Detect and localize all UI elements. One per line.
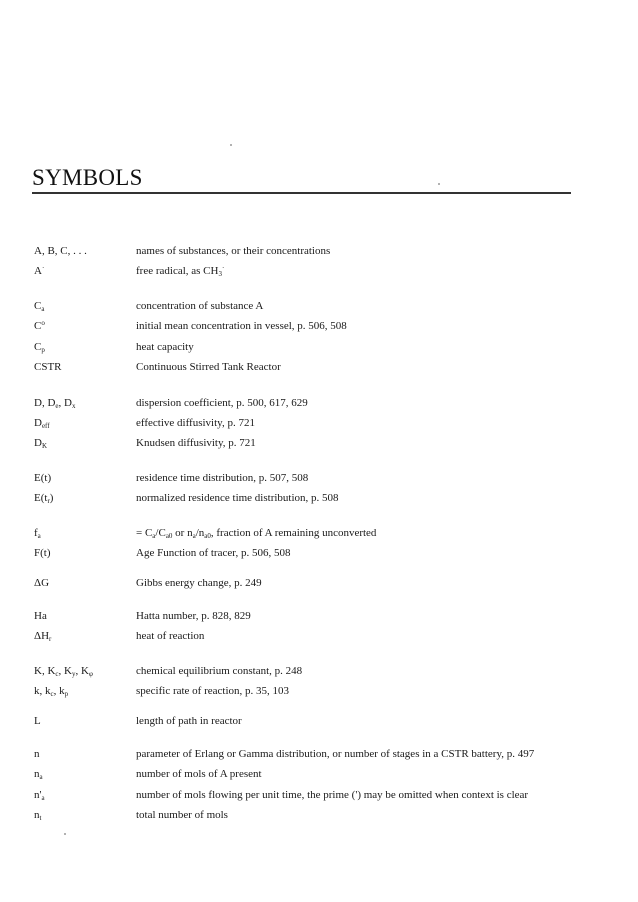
definition: Continuous Stirred Tank Reactor [136,361,281,373]
definition: heat capacity [136,341,194,353]
symbol: $D_K$ [34,437,48,450]
symbol: $f_a$ [34,527,41,540]
symbol-row [0,263,638,279]
definition: initial mean concentration in vessel, p. 506, 508 [136,320,347,332]
symbol: F(t) [34,547,51,559]
definition: number of mols of A present [136,768,262,780]
definition: number of mols flowing per unit time, the prime (') may be omitted when context is clear [136,789,529,801]
symbol: Ha [34,610,47,622]
symbol: $D_{eff}$ [34,417,50,430]
symbol-row [0,395,638,411]
scan-speck [438,183,440,185]
definition: total number of mols [136,809,228,821]
symbol-row [0,545,638,561]
symbol-row [0,470,638,486]
symbol: CSTR [34,361,62,373]
definition: heat of reaction [136,630,205,642]
symbol: D, $D_e$, $D_x$ [34,397,76,410]
symbol: ΔG [34,577,50,589]
symbol-row [0,608,638,624]
symbol-row [0,787,638,803]
definition: residence time distribution, p. 507, 508 [136,472,309,484]
symbol: $n'_a$ [34,789,45,802]
page-title: SYMBOLS [32,165,143,190]
symbol: $\Delta H_r$ [34,630,52,643]
symbol-row [0,807,638,823]
symbol-row [0,663,638,679]
symbol-row [0,628,638,644]
symbol: $n_t$ [34,809,42,822]
symbol-row [0,713,638,729]
definition: parameter of Erlang or Gamma distribution, or number of stages in a CSTR battery, p. 497 [136,748,535,760]
symbol-row [0,575,638,591]
definition: length of path in reactor [136,715,242,727]
scan-speck [64,833,66,835]
symbol-row [0,525,638,541]
symbol-row [0,490,638,506]
symbol-row [0,766,638,782]
symbol: k, $k_c$, $k_p$ [34,685,69,698]
symbol: A, B, C, . . . [34,245,87,257]
definition: Knudsen diffusivity, p. 721 [136,437,256,449]
symbol-row [0,298,638,314]
symbol-row [0,339,638,355]
symbol: n [34,748,40,760]
symbol: $C_p$ [34,341,45,354]
symbol: E(t) [34,472,52,484]
symbol: A· [34,264,45,277]
definition: dispersion coefficient, p. 500, 617, 629 [136,397,308,409]
symbol: K, $K_c$, $K_y$, $K_\varphi$ [34,665,93,678]
definition: chemical equilibrium constant, p. 248 [136,665,303,677]
symbol-row [0,415,638,431]
symbol-row [0,435,638,451]
symbol-row [0,243,638,259]
definition: normalized residence time distribution, p. 508 [136,492,339,504]
symbol: L [34,715,41,727]
definition: effective diffusivity, p. 721 [136,417,255,429]
symbol-row [0,683,638,699]
definition: concentration of substance A [136,300,264,312]
definition: specific rate of reaction, p. 35, 103 [136,685,290,697]
definition: = $C_a/C_{a0}$ or $n_a/n_{a0}$, fraction of A remaining unconverted [136,527,377,540]
definition: names of substances, or their concentrations [136,245,331,257]
symbol: $E(t_r)$ [34,492,54,505]
symbol: $n_a$ [34,768,43,781]
definition: Age Function of tracer, p. 506, 508 [136,547,291,559]
symbol-row [0,746,638,762]
symbol-row [0,359,638,375]
definition: Hatta number, p. 828, 829 [136,610,251,622]
title-rule [32,192,571,194]
definition: Gibbs energy change, p. 249 [136,577,262,589]
symbol-row [0,318,638,334]
symbol: $C_a$ [34,300,45,313]
scan-speck [230,144,232,146]
symbol: $C^o$ [34,319,45,332]
definition: free radical, as $CH_3^\cdot$ [136,264,225,278]
